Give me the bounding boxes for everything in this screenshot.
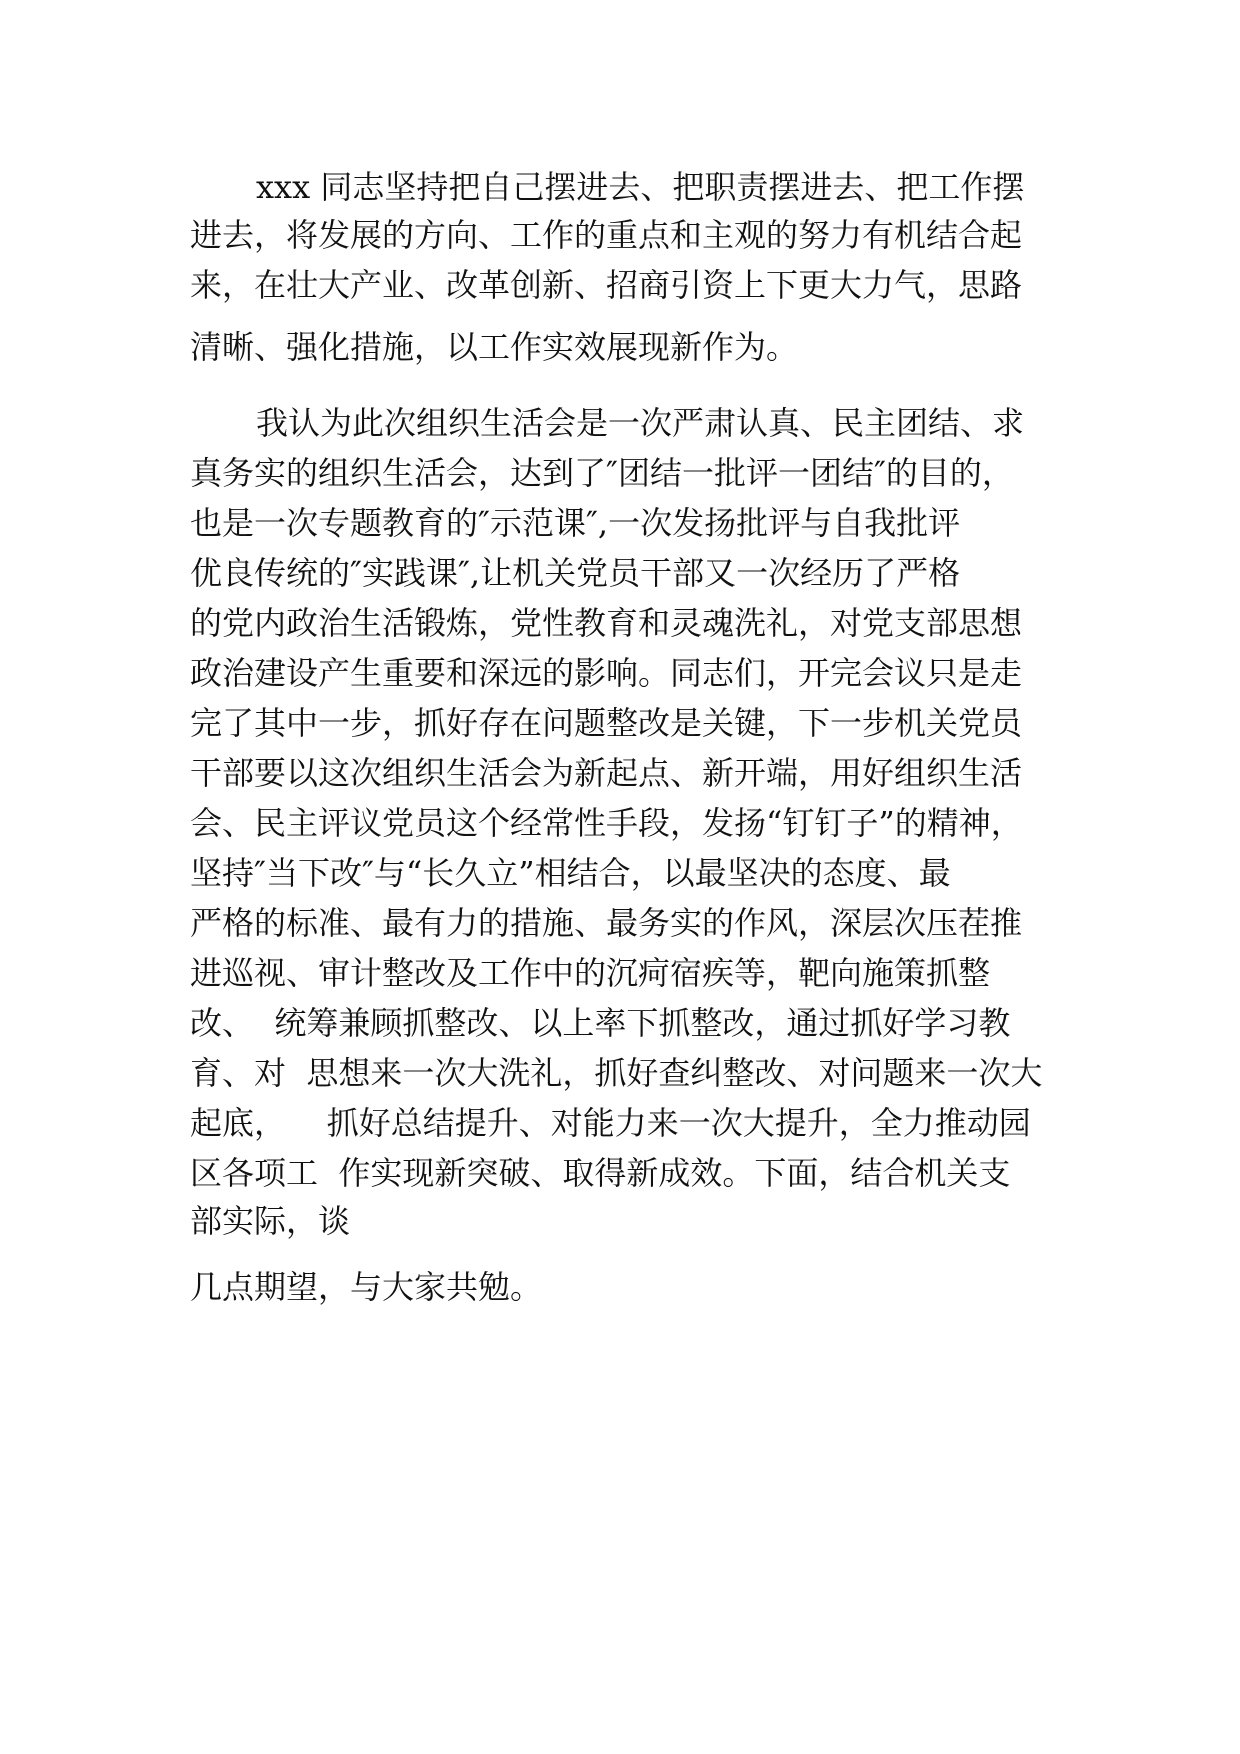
text-line: 真务实的组织生活会，达到了″团结一批评一团结″的目的， (190, 454, 1014, 492)
text-line: 的党内政治生活锻炼，党性教育和灵魂洗礼，对党支部思想 (190, 604, 1023, 642)
text-line: 改、 统筹兼顾抓整改、以上率下抓整改，通过抓好学习教 (190, 1004, 1011, 1042)
text-line: 优良传统的″实践课″,让机关党员干部又一次经历了严格 (190, 554, 961, 592)
text-line: 区各项工 作实现新突破、取得新成效。下面，结合机关支 (190, 1154, 1011, 1192)
text-line: 起底， 抓好总结提升、对能力来一次大提升，全力推动园 (190, 1104, 1031, 1142)
text-line: 育、对 思想来一次大洗礼，抓好查纠整改、对问题来一次大 (190, 1054, 1043, 1092)
text-line: 部实际，谈 (190, 1202, 351, 1240)
text-line: 完了其中一步，抓好存在问题整改是关键，下一步机关党员 (190, 704, 1023, 742)
text-line: 清晰、强化措施，以工作实效展现新作为。 (190, 328, 799, 366)
text-line: 我认为此次组织生活会是一次严肃认真、民主团结、求 (256, 404, 1025, 442)
text-line: 政治建设产生重要和深远的影响。同志们，开完会议只是走 (190, 654, 1023, 692)
text-line: xxx 同志坚持把自己摆进去、把职责摆进去、把工作摆 (256, 168, 1025, 206)
text-line: 严格的标准、最有力的措施、最务实的作风，深层次压茬推 (190, 904, 1023, 942)
text-line: 进去，将发展的方向、工作的重点和主观的努力有机结合起 (190, 216, 1023, 254)
text-line: 来，在壮大产业、改革创新、招商引资上下更大力气，思路 (190, 266, 1023, 304)
text-line: 坚持″当下改″与“长久立”相结合，以最坚决的态度、最 (190, 854, 951, 892)
text-line: 也是一次专题教育的″示范课″,一次发扬批评与自我批评 (190, 504, 961, 542)
text-line: 进巡视、审计整改及工作中的沉疴宿疾等，靶向施策抓整 (190, 954, 991, 992)
text-line: 干部要以这次组织生活会为新起点、新开端，用好组织生活 (190, 754, 1023, 792)
text-line: 会、民主评议党员这个经常性手段，发扬“钉钉子”的精神， (190, 804, 1023, 842)
text-line: 几点期望，与大家共勉。 (190, 1268, 543, 1306)
